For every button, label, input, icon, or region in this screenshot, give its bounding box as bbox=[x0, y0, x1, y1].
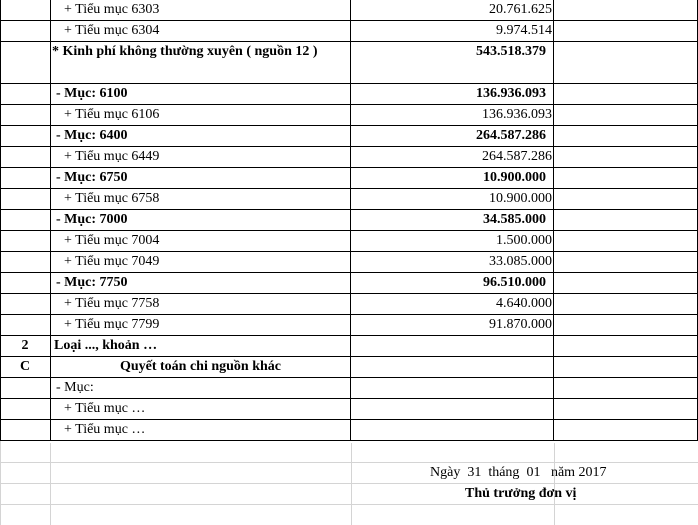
gridline bbox=[50, 443, 51, 525]
gridline bbox=[351, 443, 352, 525]
table-row bbox=[0, 378, 698, 399]
row-name: Loại ..., khoản … bbox=[54, 338, 158, 353]
table-row bbox=[0, 168, 698, 189]
border-line bbox=[0, 146, 698, 147]
date-day: 31 bbox=[467, 465, 482, 480]
row-name: - Mục: 6400 bbox=[56, 128, 128, 143]
date-prefix: Ngày bbox=[430, 465, 461, 480]
row-name: + Tiểu mục 6304 bbox=[64, 23, 160, 38]
row-name: + Tiểu mục 7049 bbox=[64, 254, 160, 269]
border-line bbox=[0, 335, 698, 336]
table-row bbox=[0, 357, 698, 378]
row-name: - Mục: 6100 bbox=[56, 86, 128, 101]
border-line bbox=[0, 188, 698, 189]
border-line bbox=[0, 419, 698, 420]
border-line bbox=[0, 356, 698, 357]
row-name: * Kinh phí không thường xuyên ( nguồn 12 ) bbox=[52, 44, 318, 59]
row-name: + Tiểu mục 7758 bbox=[64, 296, 160, 311]
row-amount: 136.936.093 bbox=[482, 107, 552, 122]
border-line bbox=[0, 20, 698, 21]
border-line bbox=[0, 251, 698, 252]
border-line bbox=[350, 0, 351, 441]
table-row bbox=[0, 189, 698, 210]
row-amount: 136.936.093 bbox=[476, 86, 546, 101]
table-row bbox=[0, 420, 698, 441]
border-line bbox=[0, 440, 698, 441]
row-name: Quyết toán chi nguồn khác bbox=[119, 359, 282, 374]
row-amount: 10.900.000 bbox=[483, 170, 546, 185]
date-month-label: tháng bbox=[488, 465, 520, 480]
border-line bbox=[0, 314, 698, 315]
border-line bbox=[0, 293, 698, 294]
gridline bbox=[0, 462, 698, 463]
row-name: - Mục: 7750 bbox=[56, 275, 128, 290]
row-amount: 264.587.286 bbox=[482, 149, 552, 164]
table-row bbox=[0, 315, 698, 336]
table-row bbox=[0, 252, 698, 273]
row-name: + Tiểu mục 6449 bbox=[64, 149, 160, 164]
gridline bbox=[554, 443, 555, 525]
row-amount: 1.500.000 bbox=[496, 233, 552, 248]
table-row bbox=[0, 0, 698, 21]
table-row bbox=[0, 294, 698, 315]
date-year-label: năm bbox=[550, 465, 576, 480]
gridline bbox=[0, 504, 698, 505]
border-line bbox=[553, 0, 554, 441]
date-year: 2017 bbox=[578, 465, 607, 480]
border-line bbox=[0, 209, 698, 210]
row-amount: 10.900.000 bbox=[489, 191, 552, 206]
row-amount: 20.761.625 bbox=[489, 2, 552, 17]
table-row bbox=[0, 231, 698, 252]
row-name: - Mục: bbox=[56, 380, 94, 395]
table-row bbox=[0, 21, 698, 42]
row-name: + Tiểu mục 6303 bbox=[64, 2, 160, 17]
row-amount: 96.510.000 bbox=[483, 275, 546, 290]
table-row bbox=[0, 42, 698, 84]
table-row bbox=[0, 105, 698, 126]
border-line bbox=[50, 0, 51, 441]
signature-date bbox=[430, 465, 607, 481]
row-code: 2 bbox=[21, 338, 29, 353]
row-name: + Tiểu mục 7004 bbox=[64, 233, 160, 248]
row-amount: 9.974.514 bbox=[496, 23, 552, 38]
row-name: - Mục: 6750 bbox=[56, 170, 128, 185]
border-line bbox=[0, 272, 698, 273]
row-amount: 543.518.379 bbox=[476, 44, 546, 59]
row-name: + Tiểu mục 7799 bbox=[64, 317, 160, 332]
row-name: + Tiểu mục 6758 bbox=[64, 191, 160, 206]
gridline bbox=[0, 483, 698, 484]
border-line bbox=[0, 377, 698, 378]
table-row bbox=[0, 84, 698, 105]
border-line bbox=[0, 398, 698, 399]
border-line bbox=[0, 104, 698, 105]
row-name: + Tiểu mục 6106 bbox=[64, 107, 160, 122]
row-amount: 91.870.000 bbox=[489, 317, 552, 332]
row-name: + Tiểu mục … bbox=[64, 401, 146, 416]
signer-title: Thủ trưởng đơn vị bbox=[465, 486, 577, 501]
row-amount: 33.085.000 bbox=[489, 254, 552, 269]
table-row bbox=[0, 273, 698, 294]
table-row bbox=[0, 336, 698, 357]
table-row bbox=[0, 399, 698, 420]
row-amount: 4.640.000 bbox=[496, 296, 552, 311]
border-line bbox=[0, 125, 698, 126]
row-name: + Tiểu mục … bbox=[64, 422, 146, 437]
row-amount: 264.587.286 bbox=[476, 128, 546, 143]
border-line bbox=[0, 0, 1, 441]
row-name: - Mục: 7000 bbox=[56, 212, 128, 227]
border-line bbox=[0, 83, 698, 84]
border-line bbox=[0, 167, 698, 168]
row-code: C bbox=[19, 359, 31, 374]
border-line bbox=[0, 230, 698, 231]
table-row bbox=[0, 126, 698, 147]
table-row bbox=[0, 147, 698, 168]
date-month: 01 bbox=[526, 465, 541, 480]
table-row bbox=[0, 210, 698, 231]
row-amount: 34.585.000 bbox=[483, 212, 546, 227]
border-line bbox=[0, 41, 698, 42]
